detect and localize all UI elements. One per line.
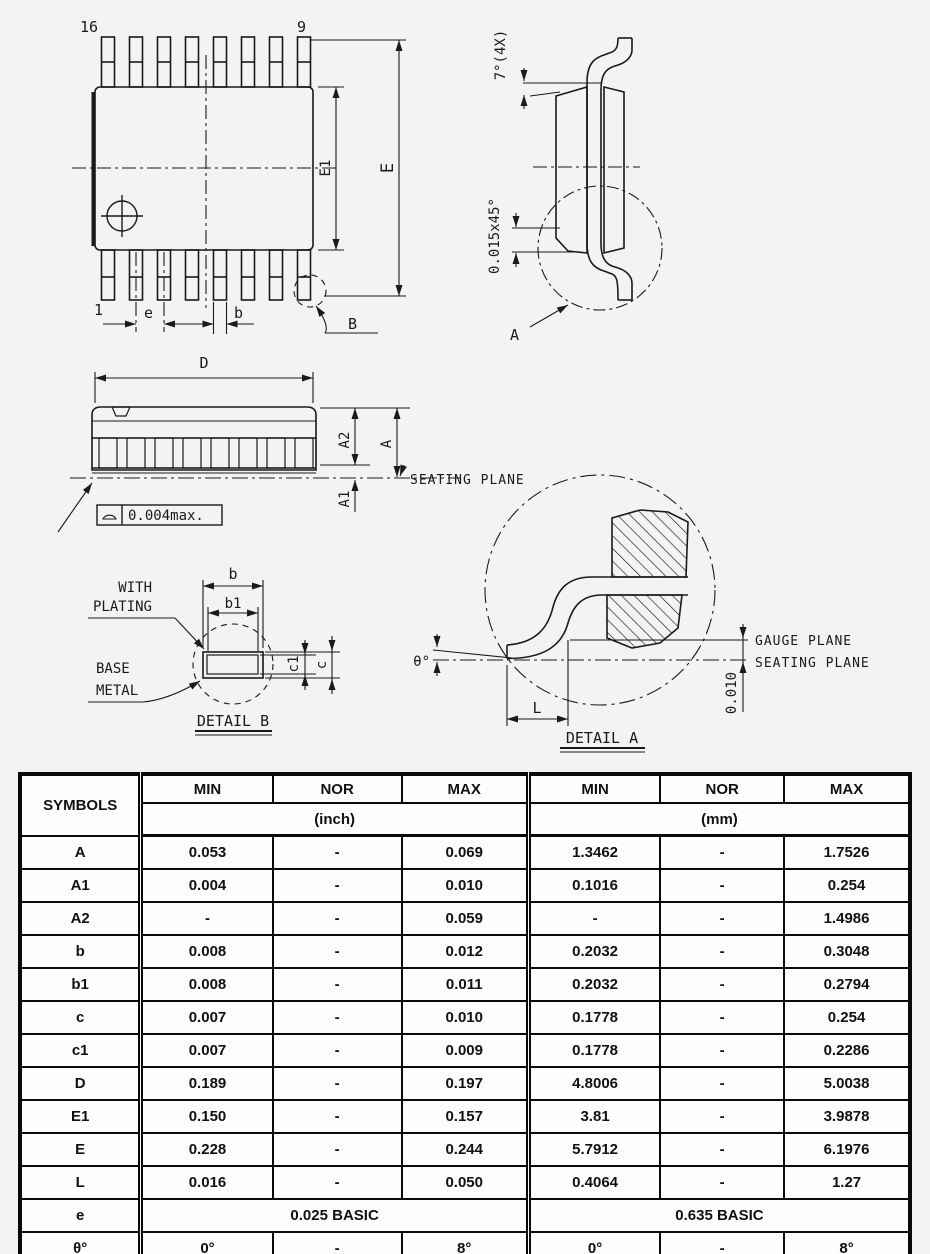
cell: - <box>660 836 784 870</box>
gauge-plane-label: GAUGE PLANE <box>755 634 853 649</box>
dim-b-label-detail: b <box>228 565 238 583</box>
flatness-symbol-icon <box>103 515 116 519</box>
dim-theta-label: θ° <box>413 654 430 670</box>
cell: 1.4986 <box>784 902 910 935</box>
cell: 8° <box>784 1232 910 1254</box>
cell: 0.2032 <box>528 968 660 1001</box>
cell: - <box>660 935 784 968</box>
table-row <box>20 1166 910 1199</box>
base-metal-label-2: METAL <box>96 683 139 699</box>
cell: 0.025 BASIC <box>141 1199 529 1232</box>
table-header-row-2 <box>20 803 910 836</box>
symbols-header: SYMBOLS <box>20 774 141 836</box>
symbol-cell: D <box>20 1067 141 1100</box>
pin1-label: 1 <box>94 301 104 319</box>
cell: 0.050 <box>402 1166 529 1199</box>
cell: - <box>528 902 660 935</box>
detail-b-ref-label: B <box>348 315 358 333</box>
cell: - <box>273 1001 402 1034</box>
col-header-nor-mm: NOR <box>660 774 784 803</box>
detail-a-ref-label: A <box>510 326 520 344</box>
cell: 3.9878 <box>784 1100 910 1133</box>
dim-c1-label: c1 <box>286 655 302 673</box>
dimensions-table <box>18 772 912 1254</box>
cell: 3.81 <box>528 1100 660 1133</box>
dim-A1-label: A1 <box>337 490 353 508</box>
chamfer-dim <box>512 213 582 267</box>
dim-A2-label: A2 <box>337 431 353 449</box>
dim-b-b1 <box>203 580 263 651</box>
cell: - <box>273 968 402 1001</box>
pin1-marker <box>101 195 143 237</box>
table-row <box>20 1100 910 1133</box>
cell: 0.012 <box>402 935 529 968</box>
cell: - <box>273 1232 402 1254</box>
cell: - <box>660 1166 784 1199</box>
col-header-min-inch: MIN <box>141 774 273 803</box>
body-left-slab <box>556 87 587 253</box>
top-view <box>72 18 406 334</box>
symbol-cell: A1 <box>20 869 141 902</box>
cell: 0.1778 <box>528 1034 660 1067</box>
symbol-cell: A2 <box>20 902 141 935</box>
table-row <box>20 836 910 870</box>
cell: 0.007 <box>141 1034 273 1067</box>
dim-L-label: L <box>532 699 542 717</box>
cell: 1.27 <box>784 1166 910 1199</box>
symbol-cell: c <box>20 1001 141 1034</box>
seating-plane-label-detail: SEATING PLANE <box>755 656 870 671</box>
cell: - <box>273 1166 402 1199</box>
cell: 0.008 <box>141 935 273 968</box>
flatness-value: 0.004max. <box>128 508 204 524</box>
symbol-cell: A <box>20 836 141 870</box>
symbol-cell: c1 <box>20 1034 141 1067</box>
cell: 0.254 <box>784 869 910 902</box>
detail-b-title: DETAIL B <box>196 712 270 730</box>
cell: 0.004 <box>141 869 273 902</box>
detail-b-callout <box>294 275 378 333</box>
cell: 0.069 <box>402 836 529 870</box>
cell: 0° <box>141 1232 273 1254</box>
cell: 0.009 <box>402 1034 529 1067</box>
cell: 0.010 <box>402 869 529 902</box>
cell: 0.053 <box>141 836 273 870</box>
cell: - <box>660 1067 784 1100</box>
col-header-max-inch: MAX <box>402 774 529 803</box>
cell: 0.2032 <box>528 935 660 968</box>
cell: 6.1976 <box>784 1133 910 1166</box>
col-header-min-mm: MIN <box>528 774 660 803</box>
cell: - <box>273 1067 402 1100</box>
table-row <box>20 902 910 935</box>
symbol-cell: L <box>20 1166 141 1199</box>
side-view <box>58 354 525 532</box>
with-plating-label-2: PLATING <box>92 599 152 615</box>
cell: 0.635 BASIC <box>528 1199 910 1232</box>
dim-b1-label: b1 <box>224 596 242 612</box>
table-row-e-basic <box>20 1199 910 1232</box>
symbol-cell: E1 <box>20 1100 141 1133</box>
lead-angle-note: 7°(4X) <box>493 29 509 81</box>
cell: - <box>273 869 402 902</box>
end-view <box>487 30 662 344</box>
cell: 0.197 <box>402 1067 529 1100</box>
cell: 0° <box>528 1232 660 1254</box>
cell: - <box>660 1232 784 1254</box>
table-row <box>20 1067 910 1100</box>
lead-profile <box>587 38 632 300</box>
cell: 0.007 <box>141 1001 273 1034</box>
detail-b-view <box>88 565 340 735</box>
cell: 8° <box>402 1232 529 1254</box>
cell: - <box>273 1034 402 1067</box>
unit-mm-header: (mm) <box>528 803 910 836</box>
symbol-cell: b1 <box>20 968 141 1001</box>
cell: 0.150 <box>141 1100 273 1133</box>
pin9-label: 9 <box>297 18 307 36</box>
dim-A2-A-A1 <box>320 408 410 512</box>
side-leads <box>99 438 313 468</box>
cell: 0.228 <box>141 1133 273 1166</box>
symbol-cell: b <box>20 935 141 968</box>
dim-A-label: A <box>379 439 395 449</box>
cell: - <box>660 1001 784 1034</box>
detail-a-title: DETAIL A <box>565 729 639 747</box>
dim-c-label: c <box>314 660 330 670</box>
table-row <box>20 1034 910 1067</box>
dim-D <box>95 372 313 403</box>
cell: 0.2286 <box>784 1034 910 1067</box>
cell: 0.4064 <box>528 1166 660 1199</box>
cell: - <box>660 968 784 1001</box>
cell: 0.1778 <box>528 1001 660 1034</box>
pin16-label: 16 <box>80 18 99 36</box>
table-header-row-1 <box>20 774 910 803</box>
dim-e-label: e <box>144 304 154 322</box>
dim-b-label: b <box>234 304 244 322</box>
cell: 0.008 <box>141 968 273 1001</box>
cell: - <box>273 836 402 870</box>
cell: 5.0038 <box>784 1067 910 1100</box>
chamfer-note: 0.015x45° <box>487 198 503 274</box>
cell: 0.016 <box>141 1166 273 1199</box>
dim-E1-label: E1 <box>318 159 334 177</box>
cell: - <box>660 902 784 935</box>
cell: 0.244 <box>402 1133 529 1166</box>
cell: - <box>141 902 273 935</box>
seating-plane-label: SEATING PLANE <box>410 473 525 488</box>
lead-base-metal <box>207 655 258 674</box>
detail-a-view <box>413 475 870 752</box>
col-header-max-mm: MAX <box>784 774 910 803</box>
cell: - <box>273 1133 402 1166</box>
cell: 0.1016 <box>528 869 660 902</box>
cell: 0.3048 <box>784 935 910 968</box>
cell: 0.157 <box>402 1100 529 1133</box>
table-row <box>20 935 910 968</box>
cell: 0.059 <box>402 902 529 935</box>
dim-0010-label: 0.010 <box>724 671 740 715</box>
body-right-slab <box>604 87 624 253</box>
symbol-cell: E <box>20 1133 141 1166</box>
dim-E-label: E <box>378 162 398 174</box>
table-row-theta <box>20 1232 910 1254</box>
cell: - <box>660 1100 784 1133</box>
cell: - <box>660 1034 784 1067</box>
cell: 0.011 <box>402 968 529 1001</box>
cell: 0.010 <box>402 1001 529 1034</box>
dim-D-label: D <box>199 354 209 372</box>
cell: 5.7912 <box>528 1133 660 1166</box>
cell: - <box>660 869 784 902</box>
base-metal-label-1: BASE <box>96 661 130 677</box>
cell: 1.7526 <box>784 836 910 870</box>
cell: 1.3462 <box>528 836 660 870</box>
table-row <box>20 1133 910 1166</box>
table-row <box>20 869 910 902</box>
cell: - <box>660 1133 784 1166</box>
cell: - <box>273 902 402 935</box>
lead-angle-dim <box>523 68 601 109</box>
cell: 0.2794 <box>784 968 910 1001</box>
cell: - <box>273 1100 402 1133</box>
symbol-cell: e <box>20 1199 141 1232</box>
table-row <box>20 968 910 1001</box>
unit-inch-header: (inch) <box>141 803 529 836</box>
col-header-nor-inch: NOR <box>273 774 402 803</box>
cell: 0.254 <box>784 1001 910 1034</box>
cell: - <box>273 935 402 968</box>
cell: 4.8006 <box>528 1067 660 1100</box>
body-section-upper <box>612 510 688 577</box>
cell: 0.189 <box>141 1067 273 1100</box>
table-row <box>20 1001 910 1034</box>
symbol-cell: θ° <box>20 1232 141 1254</box>
with-plating-label-1: WITH <box>118 580 152 596</box>
